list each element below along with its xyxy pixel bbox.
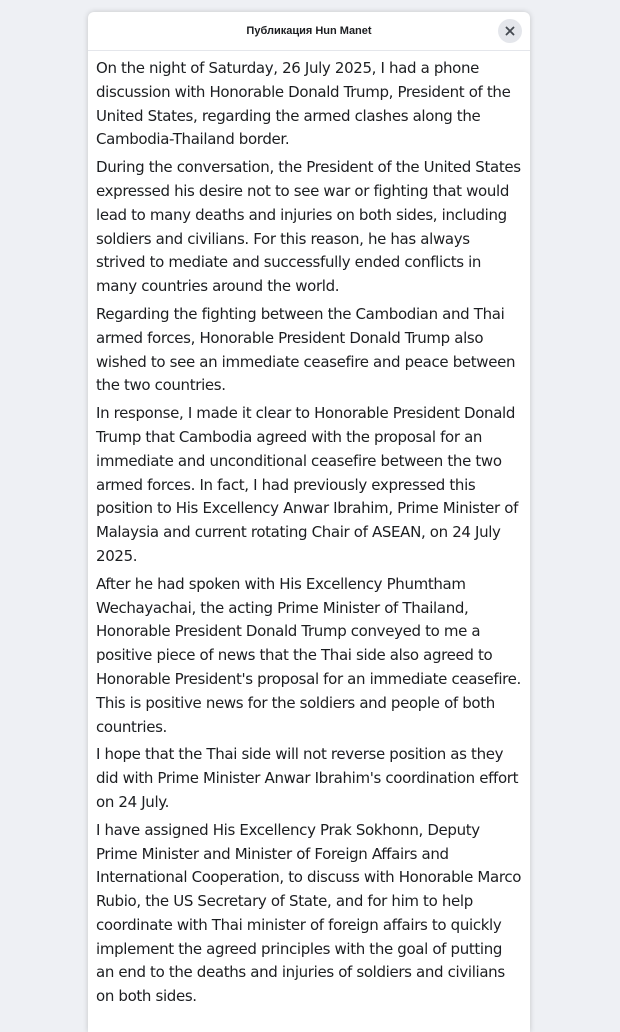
dialog-title: Публикация Hun Manet (246, 25, 372, 37)
close-button[interactable] (498, 19, 522, 43)
post-paragraph: After he had spoken with His Excellency Phumtham Wechayachai, the acting Prime Minister of Thailand, Honorable President Donald Trump conveyed to me a positive piece of news that the Thai side also agreed to Honorable President's proposal for an immediate ceasefire. This is positive news for the soldiers and people of both countries. (96, 574, 521, 736)
post-paragraph: In response, I made it clear to Honorable President Donald Trump that Cambodia agreed with the proposal for an immediate and unconditional ceasefire between the two armed forces. In fact, I had previously expressed this position to His Excellency Anwar Ibrahim, Prime Minister of Malaysia and current rotating Chair of ASEAN, on 24 July 2025. (96, 404, 519, 565)
post-paragraph: During the conversation, the President of the United States expressed his desire not to see war or fighting that would lead to many deaths and injuries on both sides, including soldiers and civilians. For this reason, he has always strived to mediate and successfully ended conflicts in many countries around the world. (96, 158, 521, 296)
dialog-header (88, 12, 530, 51)
post-body (88, 51, 530, 1009)
post-paragraph: Regarding the fighting between the Cambodian and Thai armed forces, Honorable President Donald Trump also wished to see an immediate ceasefire and peace between the two countries. (96, 304, 516, 395)
close-icon (505, 26, 515, 36)
post-dialog (88, 12, 530, 1032)
post-paragraph: On the night of Saturday, 26 July 2025, I had a phone discussion with Honorable Donald Trump, President of the United States, regarding the armed clashes along the Cambodia-Thailand border. (96, 59, 511, 149)
post-paragraph: I have assigned His Excellency Prak Sokhonn, Deputy Prime Minister and Minister of Foreign Affairs and International Cooperation, to discuss with Honorable Marco Rubio, the US Secretary of State, and for him to help coordinate with Thai minister of foreign affairs to quickly implement the agreed principles with the goal of putting an end to the deaths and injuries of soldiers and civilians on both sides. (96, 820, 522, 1006)
post-paragraph: I hope that the Thai side will not reverse position as they did with Prime Minister Anwar Ibrahim's coordination effort on 24 July. (96, 745, 519, 811)
